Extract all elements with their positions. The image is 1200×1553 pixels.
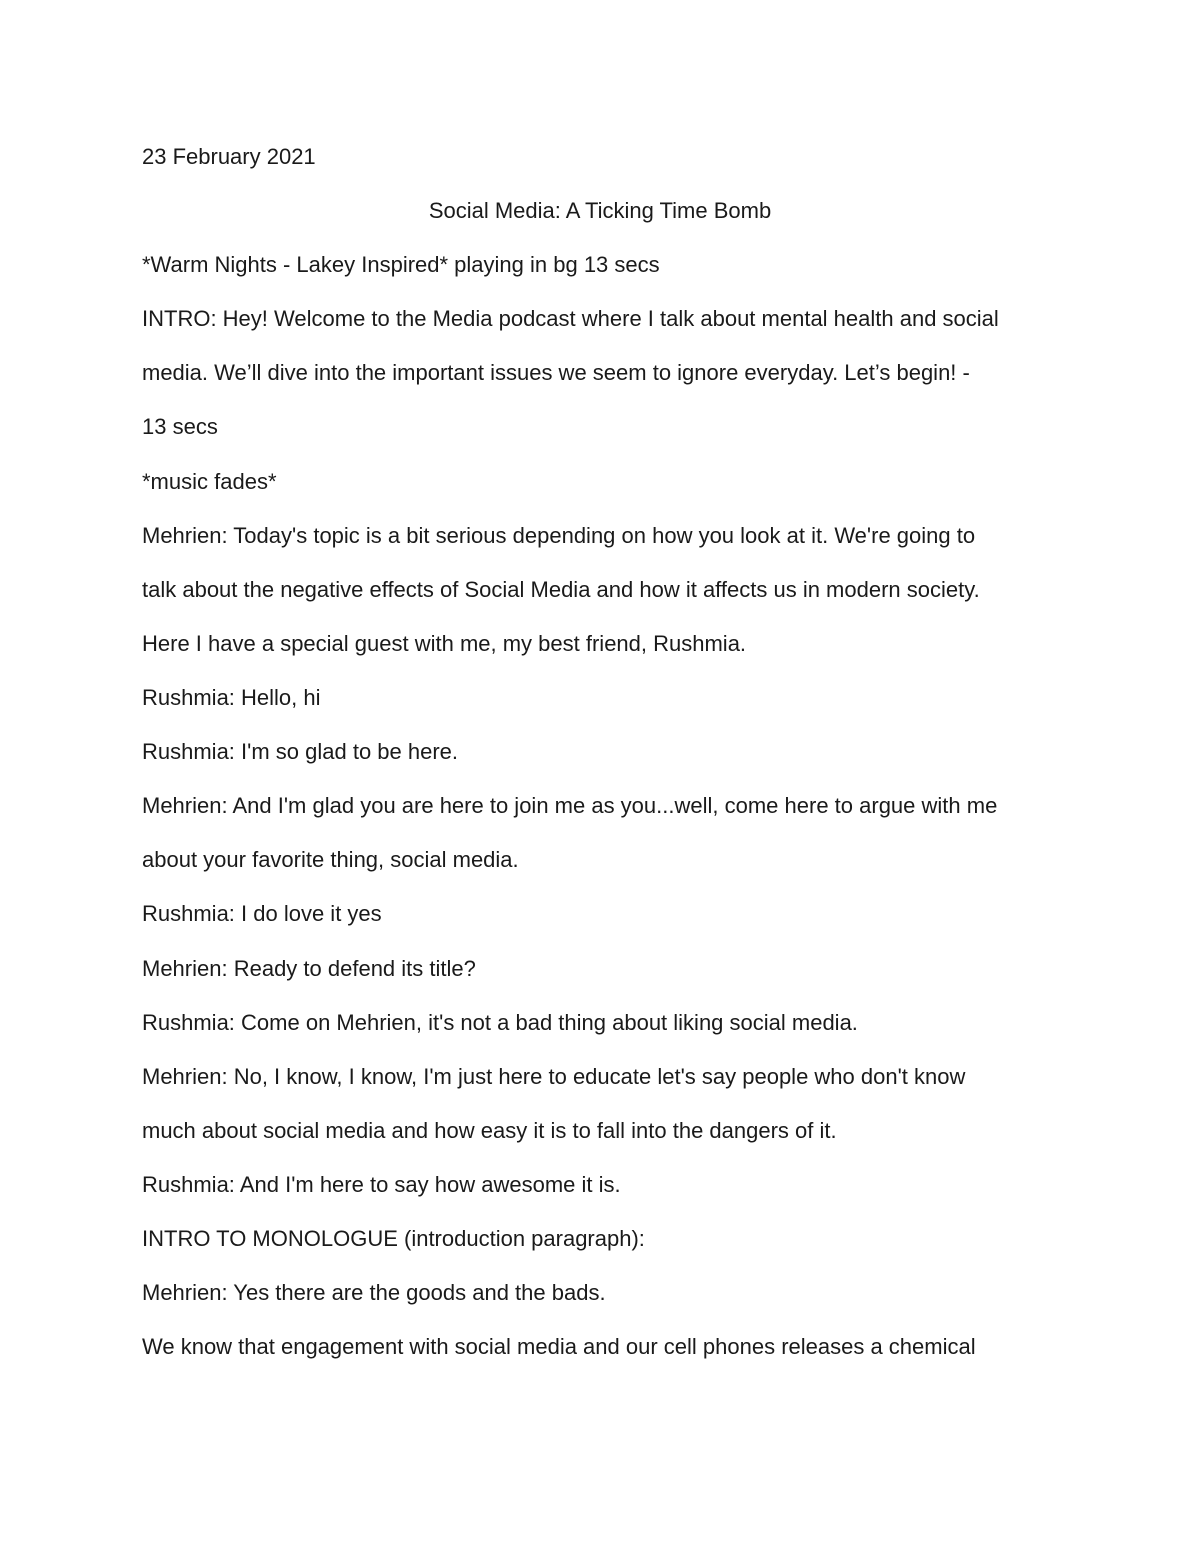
text-line: talk about the negative effects of Social Media and how it affects us in modern society. xyxy=(142,577,980,602)
text-line: 13 secs xyxy=(142,414,218,439)
text-line: Mehrien: And I'm glad you are here to join me as you...well, come here to argue with me xyxy=(142,793,998,818)
text-line: Here I have a special guest with me, my best friend, Rushmia. xyxy=(142,631,747,656)
text-line: We know that engagement with social media and our cell phones releases a chemical xyxy=(142,1334,976,1359)
text-line: Mehrien: Today's topic is a bit serious depending on how you look at it. We're going to xyxy=(142,523,976,548)
text-line: much about social media and how easy it is to fall into the dangers of it. xyxy=(142,1118,837,1143)
text-line: INTRO TO MONOLOGUE (introduction paragraph): xyxy=(142,1226,645,1251)
text-line: *music fades* xyxy=(142,469,277,494)
text-line: Rushmia: I'm so glad to be here. xyxy=(142,739,459,764)
text-line: *Warm Nights - Lakey Inspired* playing in bg 13 secs xyxy=(142,252,660,277)
text-line: Rushmia: I do love it yes xyxy=(142,901,382,926)
document-title: Social Media: A Ticking Time Bomb xyxy=(428,198,772,223)
text-line: Mehrien: No, I know, I know, I'm just here to educate let's say people who don't know xyxy=(142,1064,966,1089)
text-line: Rushmia: Hello, hi xyxy=(142,685,321,710)
text-line: media. We’ll dive into the important issues we seem to ignore everyday. Let’s begin! - xyxy=(142,360,970,385)
text-line: Rushmia: And I'm here to say how awesome it is. xyxy=(142,1172,621,1197)
text-line: Mehrien: Ready to defend its title? xyxy=(142,956,476,981)
text-line: Mehrien: Yes there are the goods and the bads. xyxy=(142,1280,606,1305)
text-line: INTRO: Hey! Welcome to the Media podcast where I talk about mental health and social xyxy=(142,306,999,331)
text-line: about your favorite thing, social media. xyxy=(142,847,519,872)
document-date: 23 February 2021 xyxy=(142,144,316,169)
text-line: Rushmia: Come on Mehrien, it's not a bad thing about liking social media. xyxy=(142,1010,858,1035)
